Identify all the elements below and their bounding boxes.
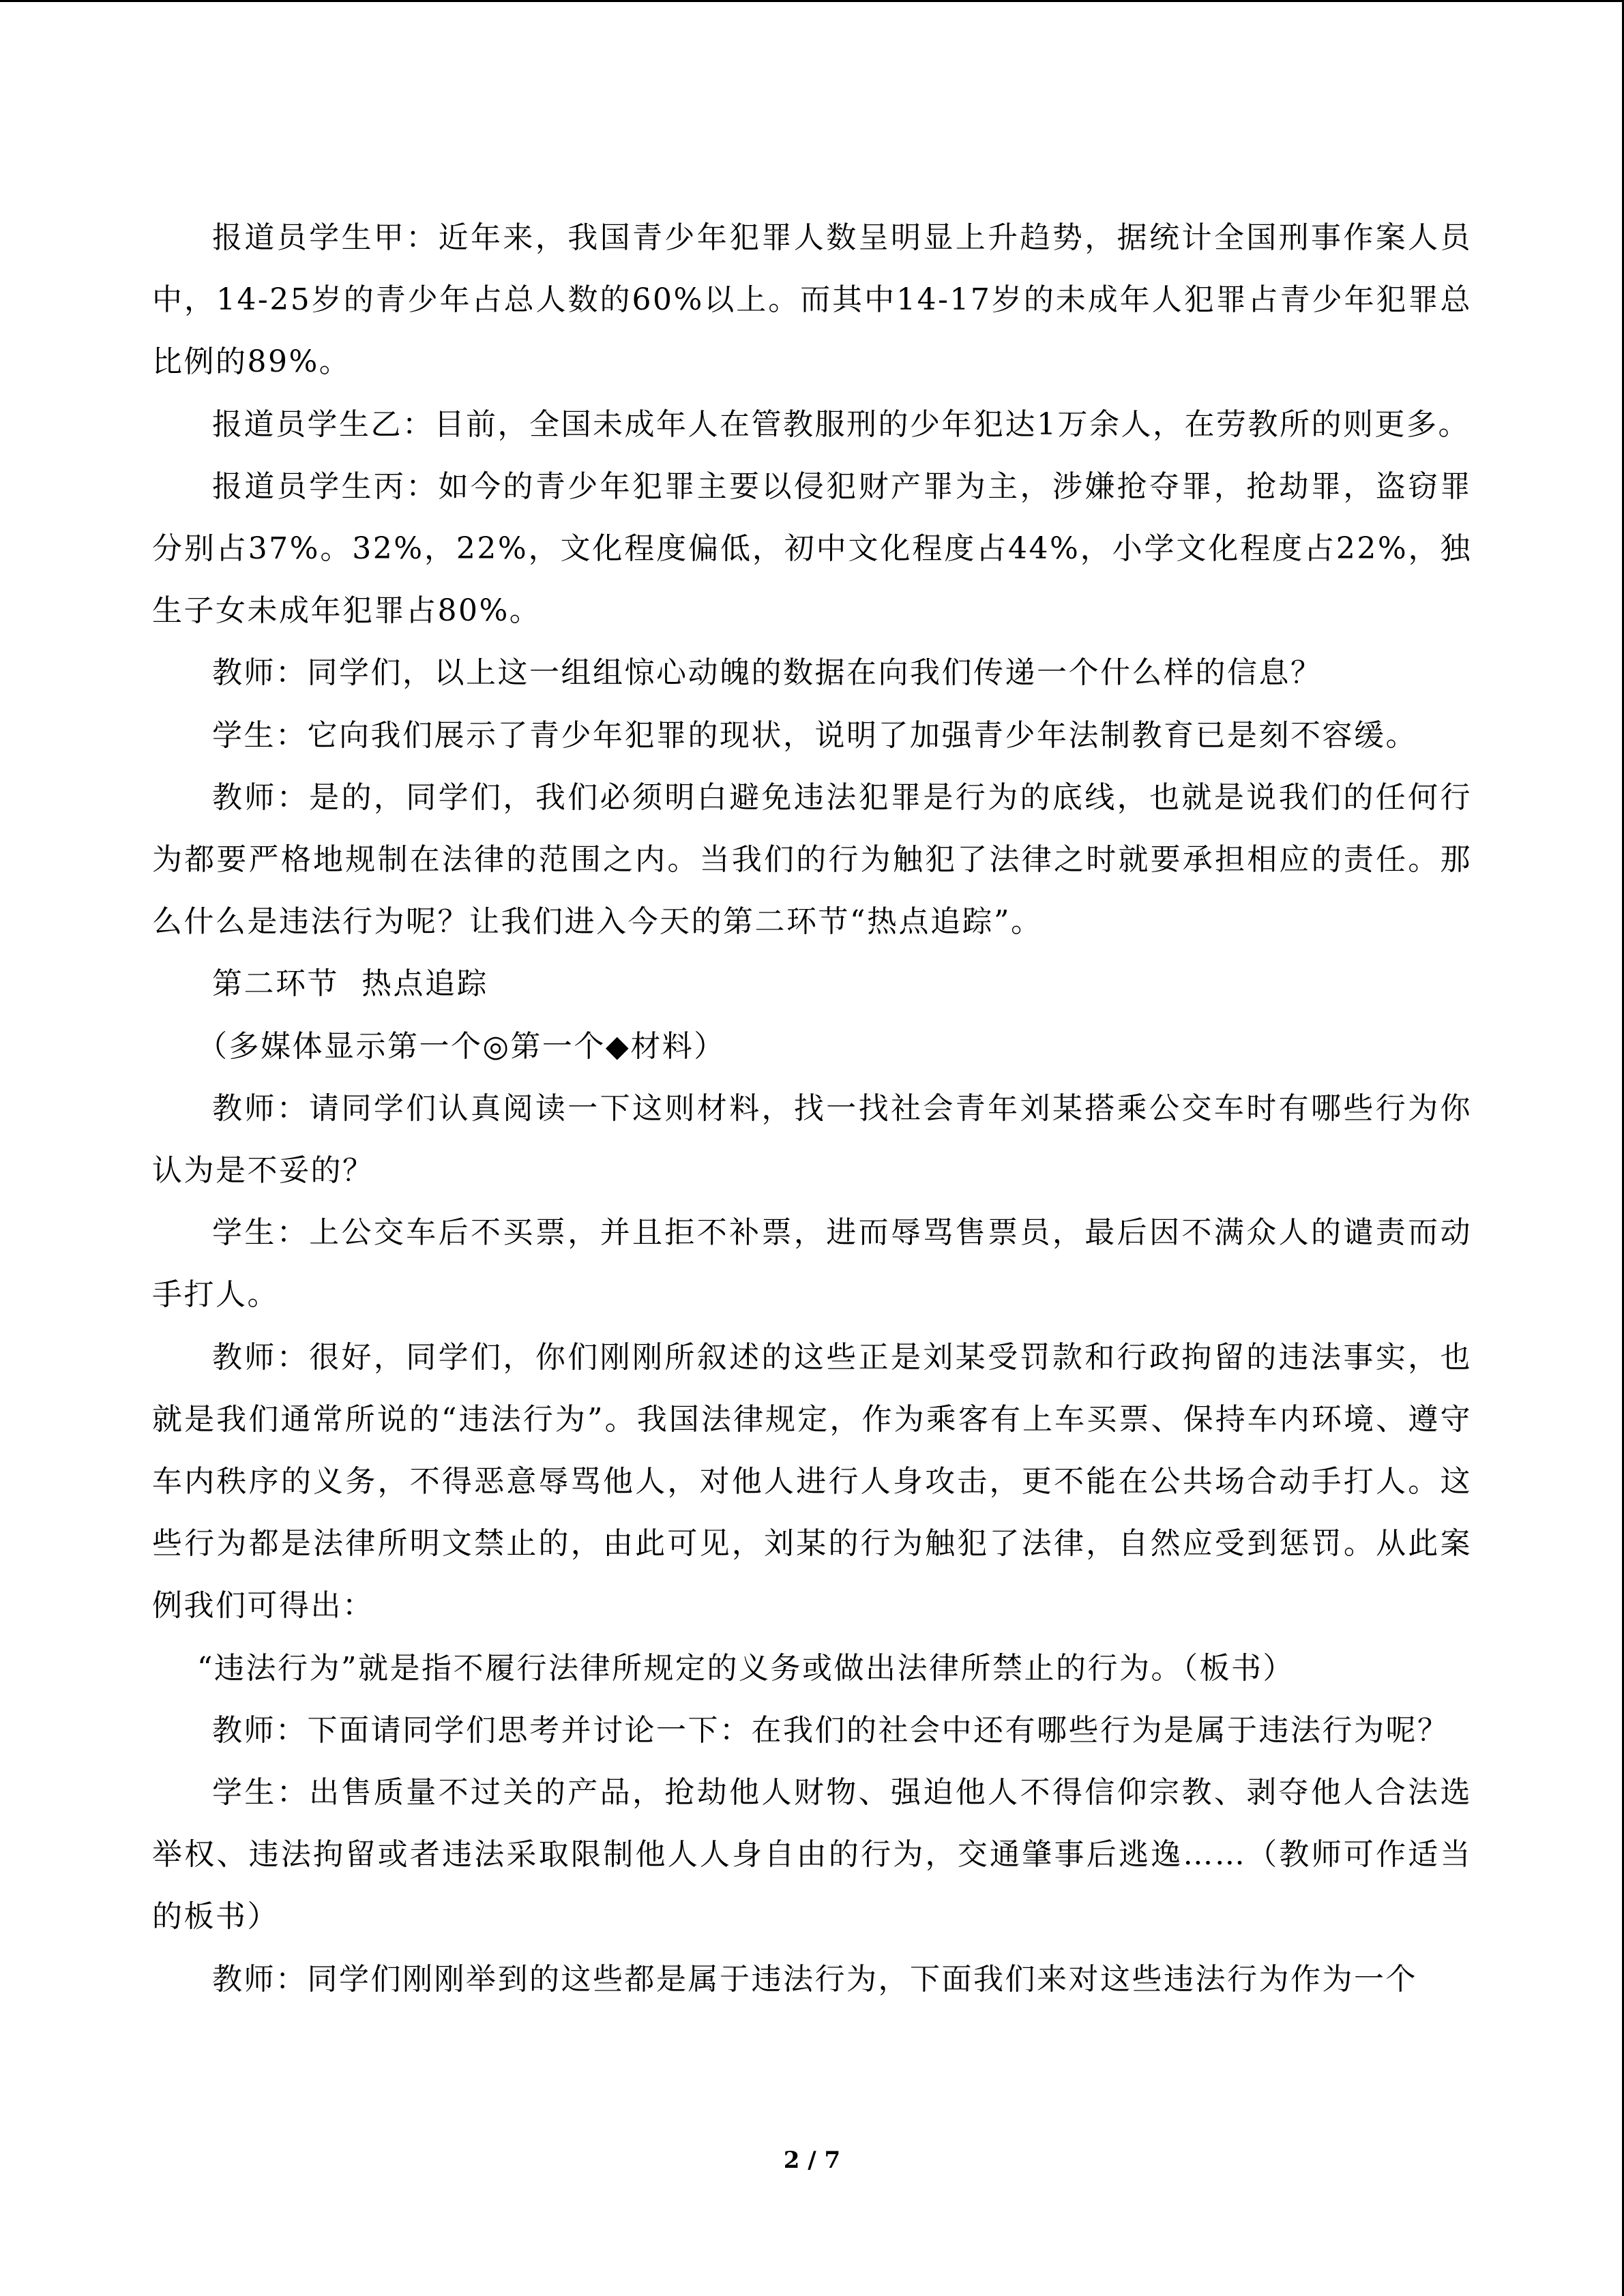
paragraph-student-answer: 学生：它向我们展示了青少年犯罪的现状，说明了加强青少年法制教育已是刻不容缓。 [212, 717, 1417, 753]
paragraph-student-examples: 学生：出售质量不过关的产品，抢劫他人财物、强迫他人不得信仰宗教、剥夺他人合法选举权、违法拘留或者违法采取限制他人人身自由的行为，交通肇事后逃逸……（教师可作适当的板书） [152, 1775, 1472, 1935]
paragraph-multimedia-note: （多媒体显示第一个◎第一个◆材料） [197, 1028, 726, 1064]
paragraph-teacher-transition: 教师：是的，同学们，我们必须明白避免违法犯罪是行为的底线，也就是说我们的任何行为都要严格地规制在法律的范围之内。当我们的行为触犯了法律之时就要承担相应的责任。那么什么是违法行为呢？让我们进入今天的第二环节“热点追踪”。 [152, 779, 1472, 940]
paragraph-teacher-explanation: 教师：很好，同学们，你们刚刚所叙述的这些正是刘某受罚款和行政拘留的违法事实，也就是我们通常所说的“违法行为”。我国法律规定，作为乘客有上车买票、保持车内环境、遵守车内秩序的义务，不得恶意辱骂他人，对他人进行人身攻击，更不能在公共场合动手打人。这些行为都是法律所明文禁止的，由此可见，刘某的行为触犯了法律，自然应受到惩罚。从此案例我们可得出： [152, 1339, 1472, 1624]
paragraph-teacher-question: 教师：同学们，以上这一组组惊心动魄的数据在向我们传递一个什么样的信息？ [212, 655, 1323, 691]
paragraph-definition: “违法行为”就是指不履行法律所规定的义务或做出法律所禁止的行为。（板书） [197, 1650, 1295, 1686]
section-heading: 第二环节 热点追踪 [212, 966, 488, 1002]
paragraph-student-behavior: 学生：上公交车后不买票，并且拒不补票，进而辱骂售票员，最后因不满众人的谴责而动手打人。 [152, 1215, 1472, 1313]
document-body [152, 207, 1472, 2010]
paragraph-reporter-b: 报道员学生乙：目前，全国未成年人在管教服刑的少年犯达1万余人，在劳教所的则更多。 [212, 406, 1470, 442]
paragraph-reporter-c: 报道员学生丙：如今的青少年犯罪主要以侵犯财产罪为主，涉嫌抢夺罪，抢劫罪，盗窃罪分别占37%。32%，22%，文化程度偏低，初中文化程度占44%，小学文化程度占22%，独生子女未成年犯罪占80%。 [152, 468, 1472, 629]
paragraph-reporter-a: 报道员学生甲：近年来，我国青少年犯罪人数呈明显上升趋势，据统计全国刑事作案人员中，14-25岁的青少年占总人数的60%以上。而其中14-17岁的未成年人犯罪占青少年犯罪总比例的89%。 [152, 220, 1472, 380]
paragraph-teacher-summary: 教师：同学们刚刚举到的这些都是属于违法行为，下面我们来对这些违法行为作为一个 [212, 1961, 1417, 1997]
paragraph-teacher-reading: 教师：请同学们认真阅读一下这则材料，找一找社会青年刘某搭乘公交车时有哪些行为你认为是不妥的？ [152, 1090, 1472, 1189]
paragraph-teacher-discussion: 教师：下面请同学们思考并讨论一下：在我们的社会中还有哪些行为是属于违法行为呢？ [212, 1712, 1449, 1748]
page-number: 2 / 7 [783, 2147, 841, 2174]
